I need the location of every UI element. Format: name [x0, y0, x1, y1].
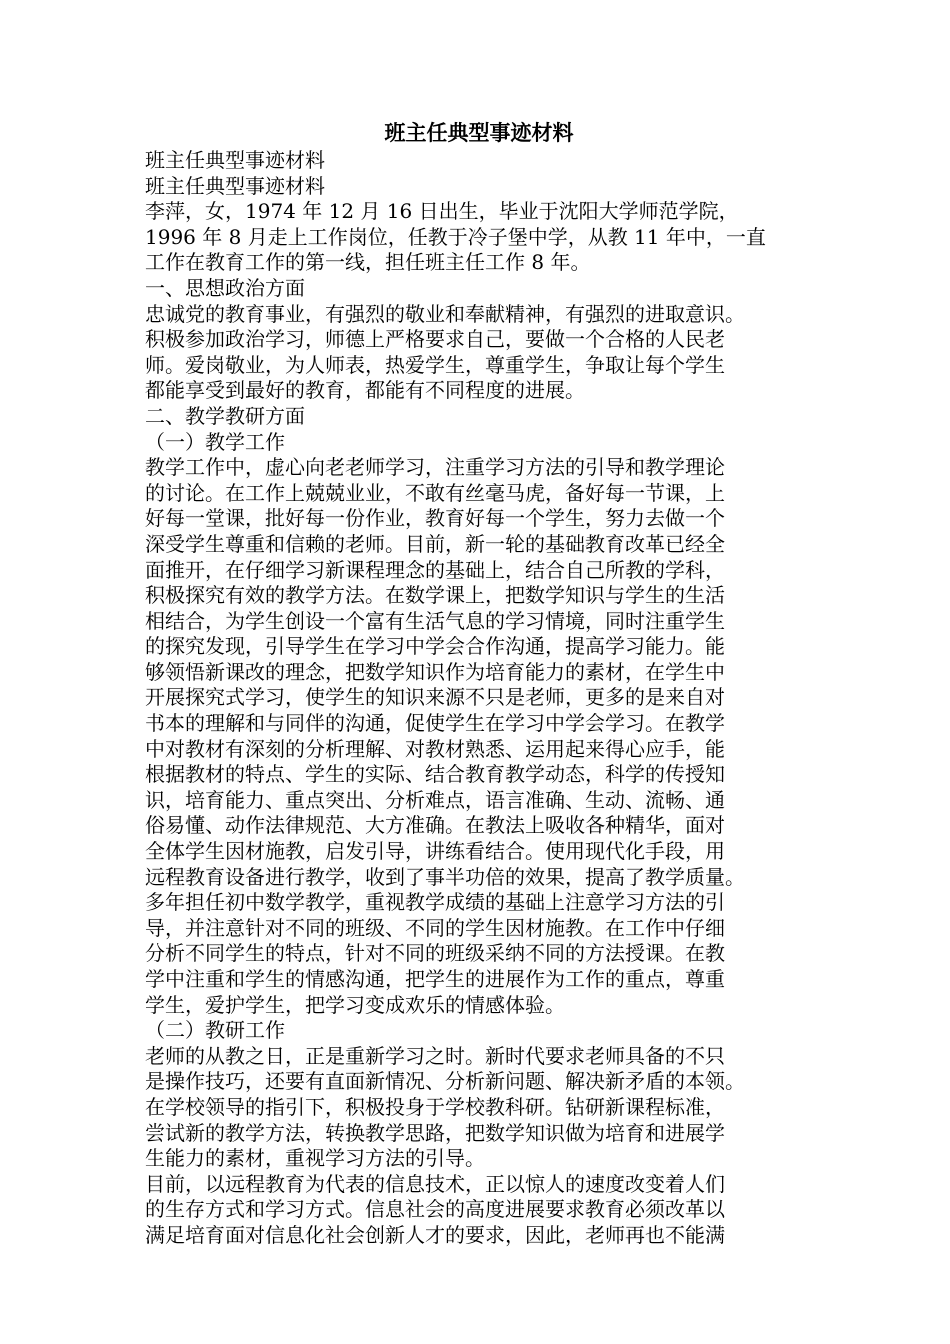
text-line: 目前，以远程教育为代表的信息技术，正以惊人的速度改变着人们	[145, 1171, 725, 1196]
text-line: 面推开，在仔细学习新课程理念的基础上，结合自己所教的学科，	[145, 557, 725, 582]
text-line: 在学校领导的指引下，积极投身于学校教科研。钻研新课程标准，	[145, 1094, 725, 1119]
subsection-heading: （二）教研工作	[145, 1018, 285, 1043]
text-line: 的讨论。在工作上兢兢业业，不敢有丝毫马虎，备好每一节课，上	[145, 480, 725, 505]
document-page	[145, 118, 813, 1249]
text-line: 学生，爱护学生，把学习变成欢乐的情感体验。	[145, 992, 565, 1017]
text-line: 学中注重和学生的情感沟通，把学生的进展作为工作的重点，尊重	[145, 967, 725, 991]
text-line: 多年担任初中数学教学，重视教学成绩的基础上注意学习方法的引	[145, 890, 725, 915]
section-heading: 二、教学教研方面	[145, 403, 305, 428]
text-line: 中对教材有深刻的分析理解、对教材熟悉、运用起来得心应手，能	[145, 736, 725, 761]
document-title: 班主任典型事迹材料	[384, 120, 574, 145]
text-line: 忠诚党的教育事业，有强烈的敬业和奉献精神，有强烈的进取意识。	[145, 301, 745, 326]
document-body	[145, 148, 813, 1249]
text-line: 教学工作中，虚心向老老师学习，注重学习方法的引导和教学理论	[145, 455, 725, 480]
text-line: 开展探究式学习，使学生的知识来源不只是老师，更多的是来自对	[145, 685, 725, 710]
text-line: 老师的从教之日，正是重新学习之时。新时代要求老师具备的不只	[145, 1043, 725, 1068]
text-line: 生能力的素材，重视学习方法的引导。	[145, 1146, 485, 1171]
text-line: 相结合，为学生创设一个富有生活气息的学习情境，同时注重学生	[145, 608, 725, 633]
text-line: 积极参加政治学习，师德上严格要求自己，要做一个合格的人民老	[145, 327, 725, 352]
text-line: 李萍，女，1974 年 12 月 16 日出生，毕业于沈阳大学师范学院，	[145, 199, 739, 224]
text-line: 是操作技巧，还要有直面新情况、分析新问题、解决新矛盾的本领。	[145, 1069, 745, 1094]
text-line: 书本的理解和与同伴的沟通，促使学生在学习中学会学习。在教学	[145, 711, 725, 736]
text-line: 积极探究有效的教学方法。在数学课上，把数学知识与学生的生活	[145, 583, 725, 608]
text-line: 俗易懂、动作法律规范、大方准确。在教法上吸收各种精华，面对	[145, 813, 725, 838]
text-line: 好每一堂课，批好每一份作业，教育好每一个学生，努力去做一个	[145, 506, 725, 531]
text-line: 尝试新的教学方法，转换教学思路，把数学知识做为培育和进展学	[145, 1120, 725, 1145]
text-line: 1996 年 8 月走上工作岗位，任教于冷子堡中学，从教 11 年中，一直	[145, 224, 766, 249]
text-line: 满足培育面对信息化社会创新人才的要求，因此，老师再也不能满	[145, 1222, 725, 1247]
text-line: 够领悟新课改的理念，把数学知识作为培育能力的素材，在学生中	[145, 659, 725, 684]
text-line: 的探究发现，引导学生在学习中学会合作沟通，提高学习能力。能	[145, 634, 725, 659]
text-line: 师。爱岗敬业，为人师表，热爱学生，尊重学生，争取让每个学生	[145, 352, 725, 377]
text-line: 班主任典型事迹材料	[145, 148, 325, 172]
text-line: 分析不同学生的特点，针对不同的班级采纳不同的方法授课。在教	[145, 941, 725, 966]
text-line: 的生存方式和学习方式。信息社会的高度进展要求教育必须改革以	[145, 1197, 725, 1222]
text-line: 全体学生因材施教，启发引导，讲练看结合。使用现代化手段，用	[145, 839, 725, 864]
text-line: 工作在教育工作的第一线，担任班主任工作 8 年。	[145, 250, 591, 275]
text-line: 班主任典型事迹材料	[145, 173, 325, 198]
section-heading: 一、思想政治方面	[145, 275, 305, 300]
text-line: 都能享受到最好的教育，都能有不同程度的进展。	[145, 378, 585, 403]
subsection-heading: （一）教学工作	[145, 429, 285, 454]
text-line: 深受学生尊重和信赖的老师。目前，新一轮的基础教育改革已经全	[145, 531, 725, 556]
text-line: 识，培育能力、重点突出、分析难点，语言准确、生动、流畅、通	[145, 787, 725, 812]
text-line: 远程教育设备进行教学，收到了事半功倍的效果，提高了教学质量。	[145, 864, 745, 889]
text-line: 根据教材的特点、学生的实际、结合教育教学动态，科学的传授知	[145, 762, 725, 787]
text-line: 导，并注意针对不同的班级、不同的学生因材施教。在工作中仔细	[145, 915, 725, 940]
